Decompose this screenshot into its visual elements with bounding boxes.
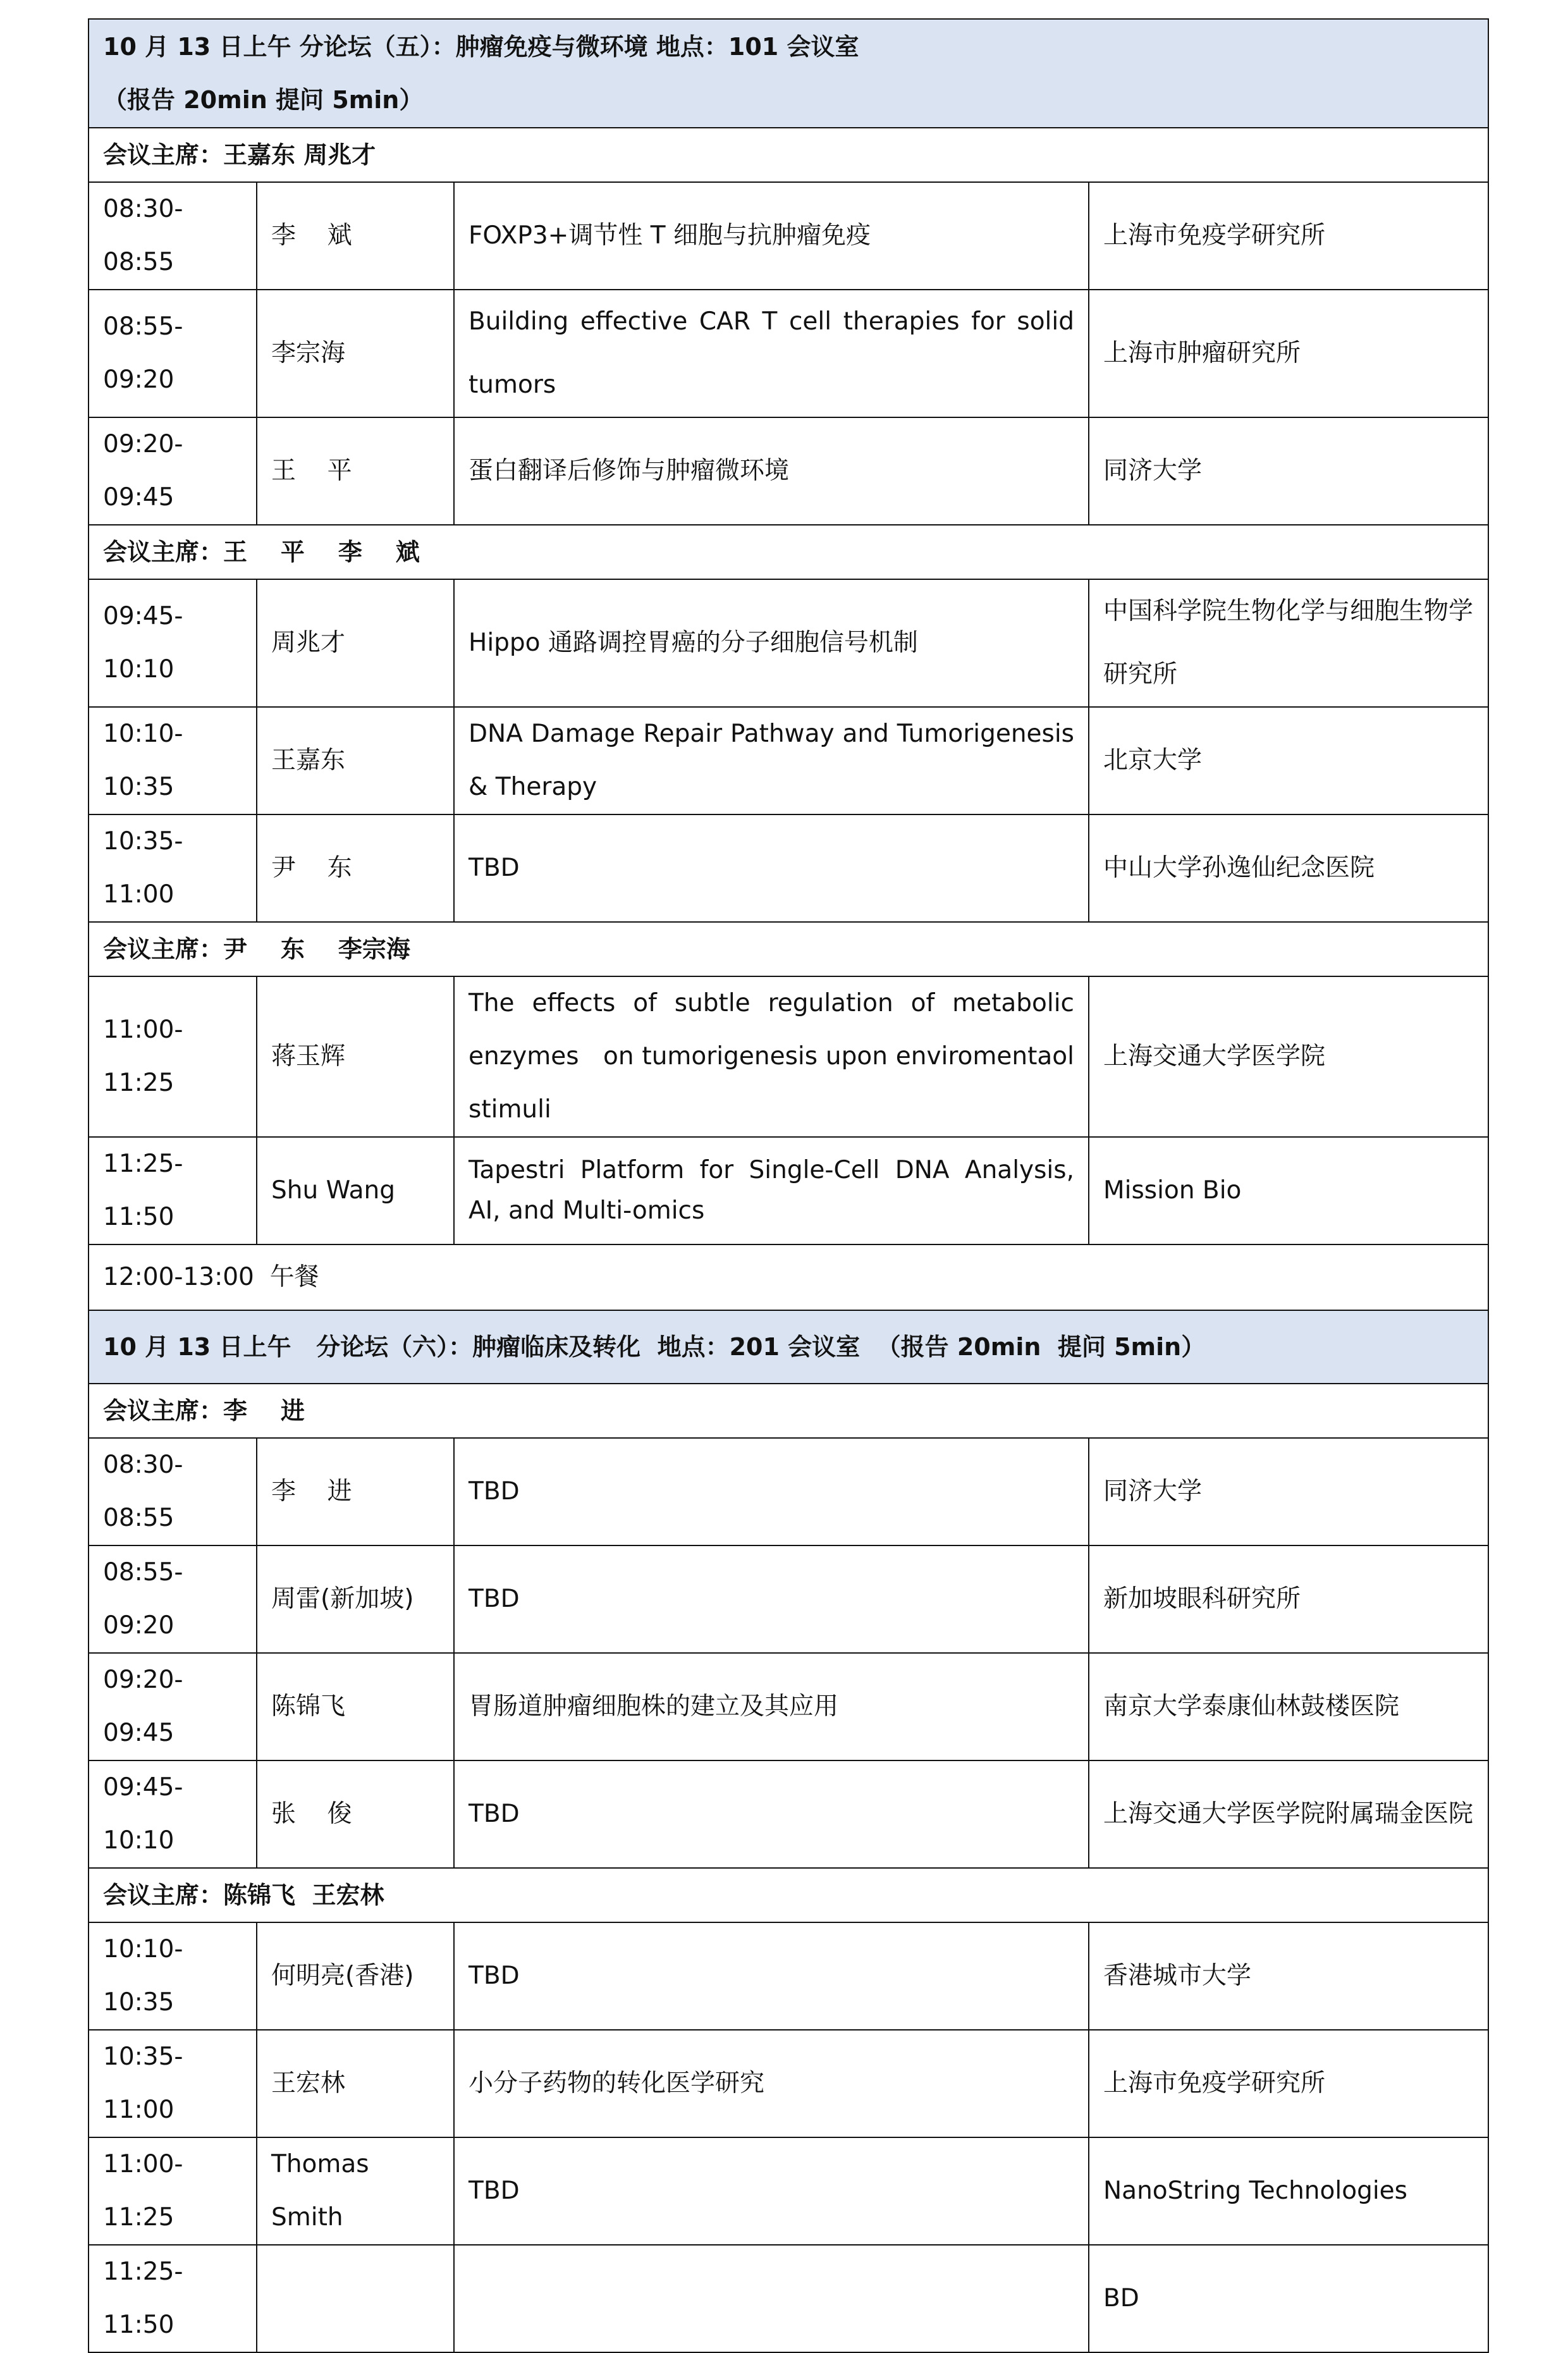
talk-time: 10:10-10:35 <box>89 1922 257 2030</box>
chair-label: 会议主席：陈锦飞 王宏林 <box>89 1868 1488 1922</box>
forum5-header-line1: 10 月 13 日上午 分论坛（五）：肿瘤免疫与微环境 地点：101 会议室 <box>103 33 859 61</box>
talk-row <box>89 1922 1488 2030</box>
talk-org: 北京大学 <box>1089 707 1488 814</box>
talk-time: 10:35-11:00 <box>89 814 257 922</box>
talk-row <box>89 182 1488 290</box>
talk-time: 11:25-11:50 <box>89 2245 257 2352</box>
talk-org: 香港城市大学 <box>1089 1922 1488 2030</box>
talk-row <box>89 976 1488 1137</box>
talk-title: TBD <box>454 1760 1089 1868</box>
chair-row <box>89 525 1488 579</box>
talk-row <box>89 814 1488 922</box>
talk-row <box>89 417 1488 525</box>
chair-row <box>89 1384 1488 1438</box>
talk-org: 上海市免疫学研究所 <box>1089 182 1488 290</box>
talk-speaker: 蒋玉辉 <box>257 976 454 1137</box>
talk-title: TBD <box>454 1922 1089 2030</box>
talk-time: 10:10-10:35 <box>89 707 257 814</box>
talk-speaker: 李 进 <box>257 1438 454 1545</box>
talk-time: 08:30-08:55 <box>89 1438 257 1545</box>
talk-speaker: 王嘉东 <box>257 707 454 814</box>
talk-speaker: Shu Wang <box>257 1137 454 1244</box>
talk-time: 11:00-11:25 <box>89 2137 257 2245</box>
chair-label: 会议主席：王嘉东 周兆才 <box>89 128 1488 182</box>
talk-speaker: 周雷(新加坡) <box>257 1545 454 1653</box>
talk-speaker: 王 平 <box>257 417 454 525</box>
talk-row <box>89 1545 1488 1653</box>
talk-org: 中国科学院生物化学与细胞生物学研究所 <box>1089 579 1488 707</box>
talk-time: 11:25-11:50 <box>89 1137 257 1244</box>
lunch-label: 12:00-13:00 午餐 <box>89 1244 1488 1310</box>
chair-label: 会议主席：王 平 李 斌 <box>89 525 1488 579</box>
talk-org: 上海交通大学医学院附属瑞金医院 <box>1089 1760 1488 1868</box>
talk-speaker: 陈锦飞 <box>257 1653 454 1760</box>
talk-speaker: Thomas Smith <box>257 2137 454 2245</box>
talk-org: 中山大学孙逸仙纪念医院 <box>1089 814 1488 922</box>
talk-title: 胃肠道肿瘤细胞株的建立及其应用 <box>454 1653 1089 1760</box>
talk-org: 上海市肿瘤研究所 <box>1089 290 1488 417</box>
talk-title: TBD <box>454 814 1089 922</box>
talk-time: 08:55-09:20 <box>89 1545 257 1653</box>
talk-org: 上海市免疫学研究所 <box>1089 2030 1488 2137</box>
talk-title: 蛋白翻译后修饰与肿瘤微环境 <box>454 417 1089 525</box>
talk-row <box>89 2245 1488 2352</box>
talk-time: 10:35-11:00 <box>89 2030 257 2137</box>
talk-title: TBD <box>454 2137 1089 2245</box>
talk-org: Mission Bio <box>1089 1137 1488 1244</box>
talk-row <box>89 1760 1488 1868</box>
talk-title: 小分子药物的转化医学研究 <box>454 2030 1089 2137</box>
chair-row <box>89 1868 1488 1922</box>
talk-time: 09:45-10:10 <box>89 579 257 707</box>
talk-title: Hippo 通路调控胃癌的分子细胞信号机制 <box>454 579 1089 707</box>
talk-speaker: 周兆才 <box>257 579 454 707</box>
talk-row <box>89 2137 1488 2245</box>
talk-org: 同济大学 <box>1089 1438 1488 1545</box>
talk-speaker <box>257 2245 454 2352</box>
talk-org: NanoString Technologies <box>1089 2137 1488 2245</box>
talk-row <box>89 707 1488 814</box>
talk-speaker: 何明亮(香港) <box>257 1922 454 2030</box>
talk-title <box>454 2245 1089 2352</box>
chair-row <box>89 128 1488 182</box>
talk-time: 09:45-10:10 <box>89 1760 257 1868</box>
forum6-header: 10 月 13 日上午 分论坛（六）：肿瘤临床及转化 地点：201 会议室 （报告 20min 提问 5min） <box>89 1310 1488 1384</box>
talk-time: 09:20-09:45 <box>89 417 257 525</box>
schedule-sheet <box>88 18 1488 2353</box>
talk-speaker: 尹 东 <box>257 814 454 922</box>
talk-title: DNA Damage Repair Pathway and Tumorigenesis & Therapy <box>454 707 1089 814</box>
talk-org: 南京大学泰康仙林鼓楼医院 <box>1089 1653 1488 1760</box>
talk-title: Building effective CAR T cell therapies for solid tumors <box>454 290 1089 417</box>
talk-speaker: 王宏林 <box>257 2030 454 2137</box>
talk-row <box>89 290 1488 417</box>
talk-row <box>89 579 1488 707</box>
talk-time: 08:30-08:55 <box>89 182 257 290</box>
chair-label: 会议主席：尹 东 李宗海 <box>89 922 1488 976</box>
chair-row <box>89 922 1488 976</box>
forum5-header-row <box>89 19 1488 128</box>
talk-title: The effects of subtle regulation of metabolic enzymes on tumorigenesis upon enviromentaol stimuli <box>454 976 1089 1137</box>
forum5-header-line2: （报告 20min 提问 5min） <box>103 86 424 114</box>
talk-speaker: 张 俊 <box>257 1760 454 1868</box>
talk-org: 新加坡眼科研究所 <box>1089 1545 1488 1653</box>
talk-title: TBD <box>454 1438 1089 1545</box>
talk-time: 08:55-09:20 <box>89 290 257 417</box>
chair-label: 会议主席：李 进 <box>89 1384 1488 1438</box>
talk-org: 同济大学 <box>1089 417 1488 525</box>
forum6-header-row <box>89 1310 1488 1384</box>
talk-time: 11:00-11:25 <box>89 976 257 1137</box>
talk-title: TBD <box>454 1545 1089 1653</box>
talk-org: BD <box>1089 2245 1488 2352</box>
talk-speaker: 李宗海 <box>257 290 454 417</box>
talk-row <box>89 1438 1488 1545</box>
talk-row <box>89 1653 1488 1760</box>
talk-org: 上海交通大学医学院 <box>1089 976 1488 1137</box>
talk-row <box>89 2030 1488 2137</box>
talk-time: 09:20-09:45 <box>89 1653 257 1760</box>
talk-row <box>89 1137 1488 1244</box>
schedule-table <box>88 18 1489 2353</box>
talk-speaker: 李 斌 <box>257 182 454 290</box>
talk-title: Tapestri Platform for Single-Cell DNA Analysis, AI, and Multi-omics <box>454 1137 1089 1244</box>
lunch-row <box>89 1244 1488 1310</box>
talk-title: FOXP3+调节性 T 细胞与抗肿瘤免疫 <box>454 182 1089 290</box>
